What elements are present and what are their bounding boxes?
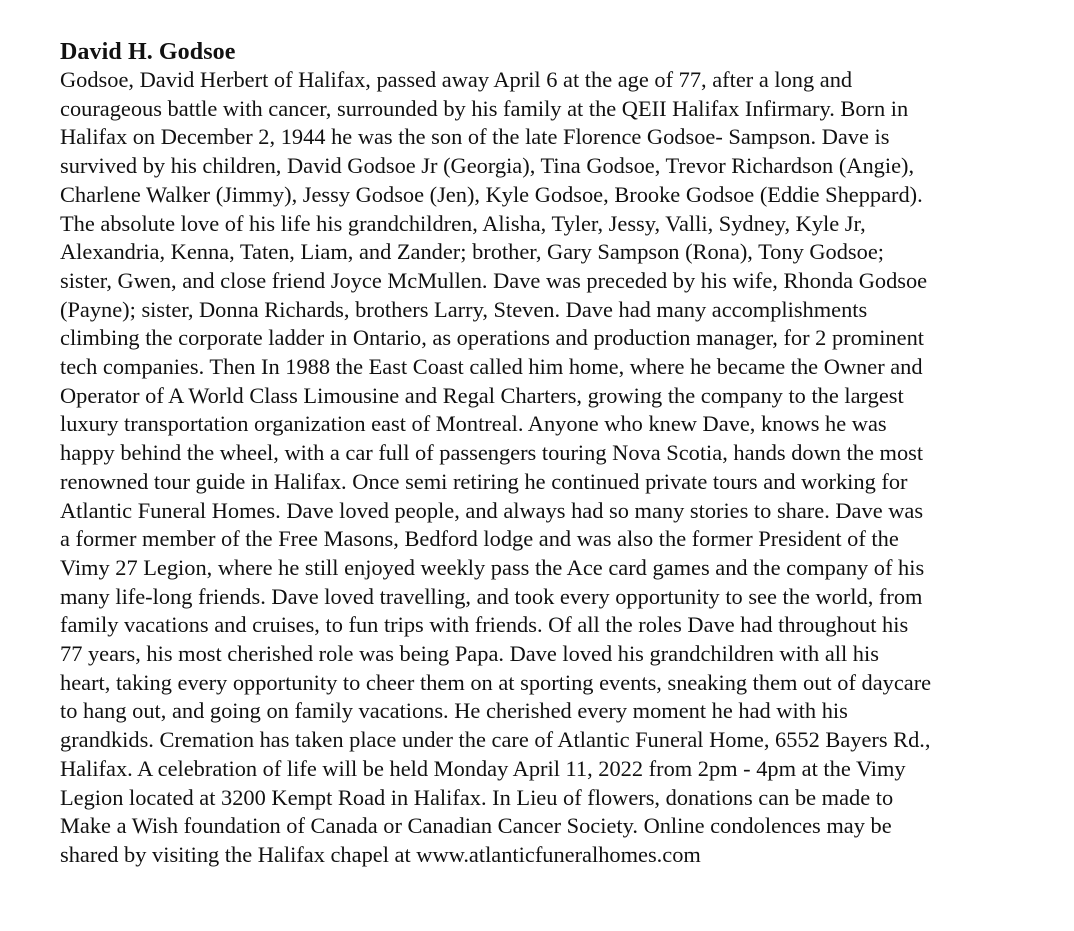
obituary-body	[60, 66, 1045, 870]
obituary-line: sister, Gwen, and close friend Joyce McMullen. Dave was preceded by his wife, Rhonda Godsoe	[60, 267, 928, 293]
obituary-line: Atlantic Funeral Homes. Dave loved people, and always had so many stories to share. Dave was	[60, 497, 924, 523]
obituary-line: climbing the corporate ladder in Ontario, as operations and production manager, for 2 prominent	[60, 325, 924, 351]
obituary-line: to hang out, and going on family vacations. He cherished every moment he had with his	[60, 698, 848, 724]
obituary-line: 77 years, his most cherished role was being Papa. Dave loved his grandchildren with all his	[60, 641, 879, 667]
obituary-line: a former member of the Free Masons, Bedford lodge and was also the former President of the	[60, 526, 899, 552]
obituary-line: Halifax on December 2, 1944 he was the son of the late Florence Godsoe- Sampson. Dave is	[60, 124, 890, 150]
obituary-line: Operator of A World Class Limousine and Regal Charters, growing the company to the largest	[60, 382, 904, 408]
obituary-notice	[60, 38, 1045, 870]
obituary-line: Halifax. A celebration of life will be held Monday April 11, 2022 from 2pm - 4pm at the Vimy	[60, 755, 906, 781]
obituary-line: survived by his children, David Godsoe Jr (Georgia), Tina Godsoe, Trevor Richardson (Angie),	[60, 153, 915, 179]
obituary-line: family vacations and cruises, to fun trips with friends. Of all the roles Dave had throughout his	[60, 612, 909, 638]
obituary-line: happy behind the wheel, with a car full of passengers touring Nova Scotia, hands down the most	[60, 440, 924, 466]
obituary-line: heart, taking every opportunity to cheer them on at sporting events, sneaking them out of daycare	[60, 669, 932, 695]
obituary-title: David H. Godsoe	[60, 39, 236, 65]
obituary-line: Legion located at 3200 Kempt Road in Halifax. In Lieu of flowers, donations can be made to	[60, 784, 894, 810]
obituary-line: shared by visiting the Halifax chapel at www.atlanticfuneralhomes.com	[60, 841, 701, 867]
obituary-line: Charlene Walker (Jimmy), Jessy Godsoe (Jen), Kyle Godsoe, Brooke Godsoe (Eddie Sheppard).	[60, 181, 923, 207]
obituary-line: (Payne); sister, Donna Richards, brothers Larry, Steven. Dave had many accomplishments	[60, 296, 868, 322]
obituary-line: The absolute love of his life his grandchildren, Alisha, Tyler, Jessy, Valli, Sydney, Kyle Jr,	[60, 210, 866, 236]
obituary-line: luxury transportation organization east of Montreal. Anyone who knew Dave, knows he was	[60, 411, 887, 437]
obituary-line: Alexandria, Kenna, Taten, Liam, and Zander; brother, Gary Sampson (Rona), Tony Godsoe;	[60, 239, 884, 265]
obituary-line: Vimy 27 Legion, where he still enjoyed weekly pass the Ace card games and the company of his	[60, 554, 925, 580]
obituary-line: renowned tour guide in Halifax. Once semi retiring he continued private tours and working for	[60, 468, 908, 494]
obituary-line: many life-long friends. Dave loved travelling, and took every opportunity to see the world, from	[60, 583, 923, 609]
obituary-line: tech companies. Then In 1988 the East Coast called him home, where he became the Owner and	[60, 354, 923, 380]
obituary-line: Make a Wish foundation of Canada or Canadian Cancer Society. Online condolences may be	[60, 813, 892, 839]
obituary-line: courageous battle with cancer, surrounded by his family at the QEII Halifax Infirmary. Born in	[60, 95, 909, 121]
obituary-line: Godsoe, David Herbert of Halifax, passed away April 6 at the age of 77, after a long and	[60, 67, 853, 92]
obituary-line: grandkids. Cremation has taken place under the care of Atlantic Funeral Home, 6552 Bayers Rd.,	[60, 727, 931, 753]
